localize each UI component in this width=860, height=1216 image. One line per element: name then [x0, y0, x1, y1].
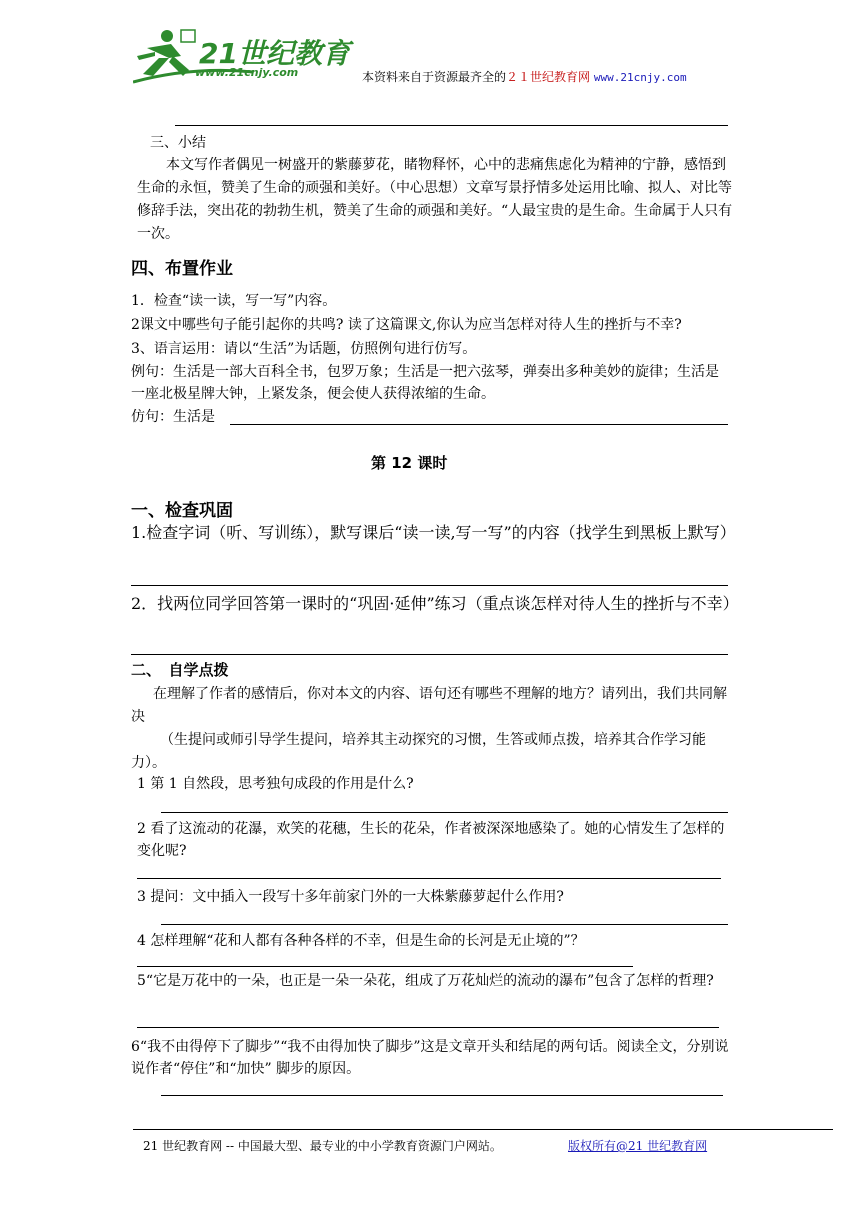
footer-rule	[133, 1129, 833, 1130]
summary-heading: 三、小结	[150, 135, 206, 151]
imitation-answer-line[interactable]	[230, 424, 728, 425]
logo-url: www.21cnjy.com	[195, 66, 299, 79]
question-6: 6“我不由得停下了脚步”“我不由得加快了脚步”这是文章开头和结尾的两句话。阅读全文，分别说说作者“停住”和“加快” 脚步的原因。	[131, 1039, 729, 1077]
homework-item-2: 2课文中哪些句子能引起你的共鸣? 读了这篇课文,你认为应当怎样对待人生的挫折与不幸?	[131, 317, 682, 333]
lesson-title: 第 12 课时	[371, 454, 448, 472]
question-2-answer-line[interactable]	[137, 878, 721, 879]
review-answer-line-2[interactable]	[131, 654, 728, 655]
question-5: 5“它是万花中的一朵，也正是一朵一朵花，组成了万花灿烂的流动的瀑布”包含了怎样的哲理?	[137, 973, 714, 989]
homework-item-1: 1．检查“读一读，写一写”内容。	[131, 293, 337, 309]
question-3: 3 提问：文中插入一段写十多年前家门外的一大株紫藤萝起什么作用?	[137, 889, 564, 905]
review-item-2: 2．找两位同学回答第一课时的“巩固·延伸”练习（重点谈怎样对待人生的挫折与不幸）	[131, 594, 739, 613]
question-1-answer-line[interactable]	[161, 812, 728, 813]
review-heading: 一、检查巩固	[131, 501, 233, 521]
question-6-answer-line[interactable]	[161, 1095, 723, 1096]
review-item-1: 1.检查字词（听、写训练），默写课后“读一读,写一写”的内容（找学生到黑板上默写）	[131, 523, 736, 542]
site-logo	[133, 26, 350, 88]
question-4-answer-line[interactable]	[137, 966, 633, 967]
question-2: 2 看了这流动的花瀑，欢笑的花穗，生长的花朵，作者被深深地感染了。她的心情发生了怎样的变化呢?	[137, 821, 725, 859]
question-5-answer-line[interactable]	[137, 1027, 719, 1028]
logo-text: 21世纪教育	[199, 37, 350, 70]
header-rule	[175, 125, 728, 126]
summary-text: 本文写作者偶见一树盛开的紫藤萝花，睹物释怀，心中的悲痛焦虑化为精神的宁静，感悟到生命的永恒，赞美了生命的顽强和美好。（中心思想）文章写景抒情多处运用比喻、拟人、对比等修辞手法，突出花的勃勃生机，赞美了生命的顽强和美好。“人最宝贵的是生命。生命属于人只有一次。	[137, 157, 733, 242]
header-site-name[interactable]: ２１世纪教育网	[506, 70, 591, 84]
imitation-label: 仿句：生活是	[131, 409, 215, 425]
footer-copyright-link[interactable]: 版权所有@21 世纪教育网	[568, 1139, 708, 1153]
self-study-note: （生提问或师引导学生提问，培养其主动探究的习惯，生答或师点拨，培养其合作学习能力）。	[131, 732, 706, 771]
header-prefix: 本资料来自于资源最齐全的	[362, 70, 507, 84]
header-tagline	[362, 68, 687, 85]
review-answer-line-1[interactable]	[131, 585, 728, 586]
question-3-answer-line[interactable]	[161, 924, 728, 925]
homework-heading: 四、布置作业	[131, 259, 233, 279]
footer-left: 21 世纪教育网 -- 中国最大型、最专业的中小学教育资源门户网站。	[143, 1139, 502, 1153]
question-4: 4 怎样理解“花和人都有各种各样的不幸，但是生命的长河是无止境的”？	[137, 933, 585, 949]
question-1: 1 第 1 自然段，思考独句成段的作用是什么?	[137, 776, 414, 792]
self-study-heading: 二、 自学点拨	[131, 661, 229, 679]
self-study-intro: 在理解了作者的感情后，你对本文的内容、语句还有哪些不理解的地方？请列出，我们共同解决	[131, 686, 727, 725]
homework-example: 例句：生活是一部大百科全书，包罗万象；生活是一把六弦琴，弹奏出多种美妙的旋律；生活是一座北极星牌大钟，上紧发条，便会使人获得浓缩的生命。	[131, 364, 719, 402]
header-site-url[interactable]: www.21cnjy.com	[593, 71, 687, 84]
homework-item-3: 3、语言运用：请以“生活”为话题，仿照例句进行仿写。	[131, 341, 477, 357]
